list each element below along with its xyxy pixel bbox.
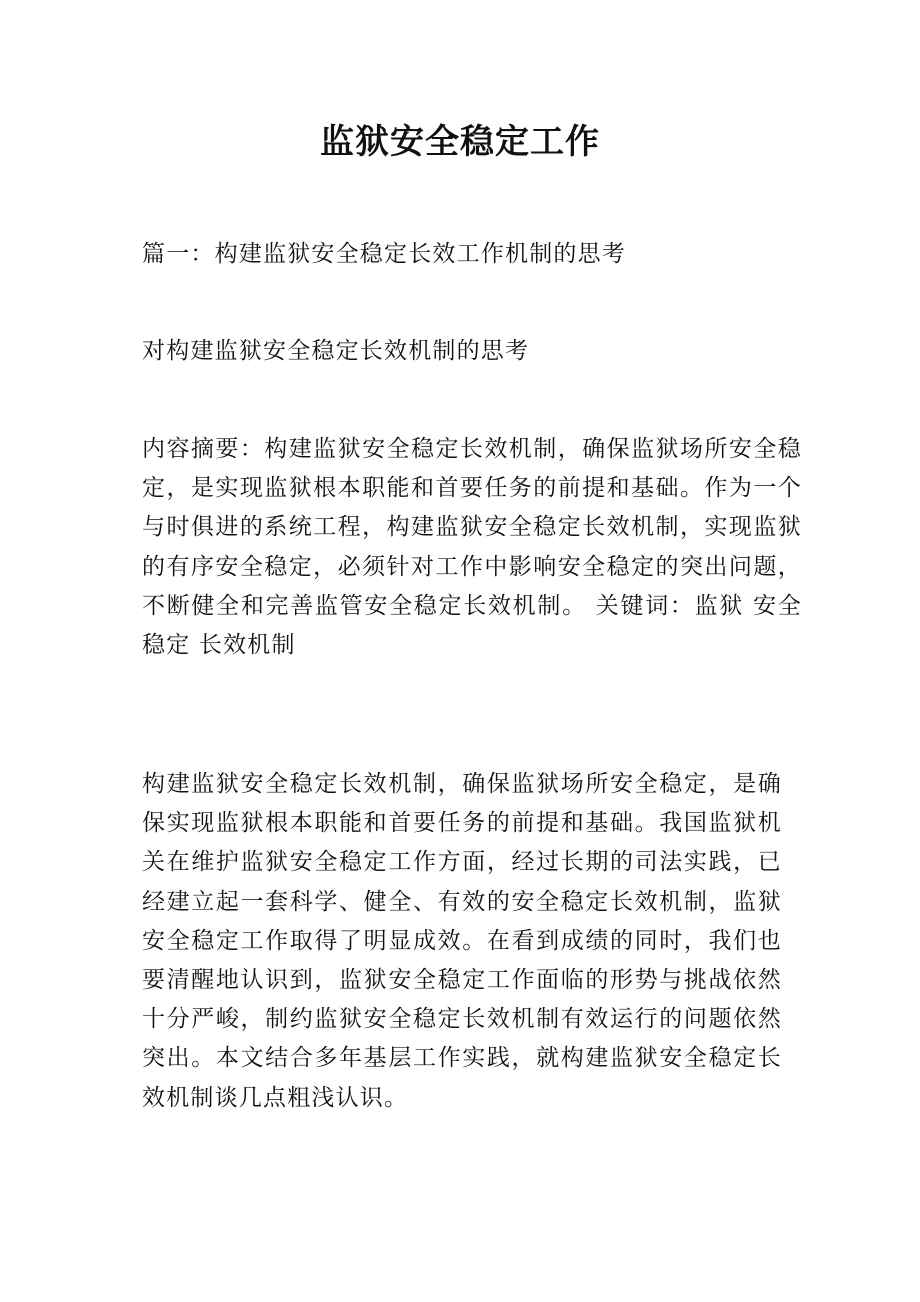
subtitle: 对构建监狱安全稳定长效机制的思考: [142, 338, 530, 364]
section-heading: 篇一：构建监狱安全稳定长效工作机制的思考: [142, 241, 626, 267]
body-paragraph: 构建监狱安全稳定长效机制，确保监狱场所安全稳定，是确保实现监狱根本职能和首要任务的前提和基础。我国监狱机关在维护监狱安全稳定工作方面，经过长期的司法实践，已经建立起一套科学、健全、有效的安全稳定长效机制，监狱安全稳定工作取得了明显成效。在看到成绩的同时，我们也要清醒地认识到，监狱安全稳定工作面临的形势与挑战依然十分严峻，制约监狱安全稳定长效机制有效运行的问题依然突出。本文结合多年基层工作实践，就构建监狱安全稳定长效机制谈几点粗浅认识。: [142, 771, 782, 1111]
document-title: 监狱安全稳定工作: [320, 122, 600, 162]
abstract-paragraph: 内容摘要：构建监狱安全稳定长效机制，确保监狱场所安全稳定，是实现监狱根本职能和首要任务的前提和基础。作为一个与时俱进的系统工程，构建监狱安全稳定长效机制，实现监狱的有序安全稳定，必须针对工作中影响安全稳定的突出问题，不断健全和完善监管安全稳定长效机制。 关键词：监狱 安全稳定 长效机制: [142, 436, 802, 659]
